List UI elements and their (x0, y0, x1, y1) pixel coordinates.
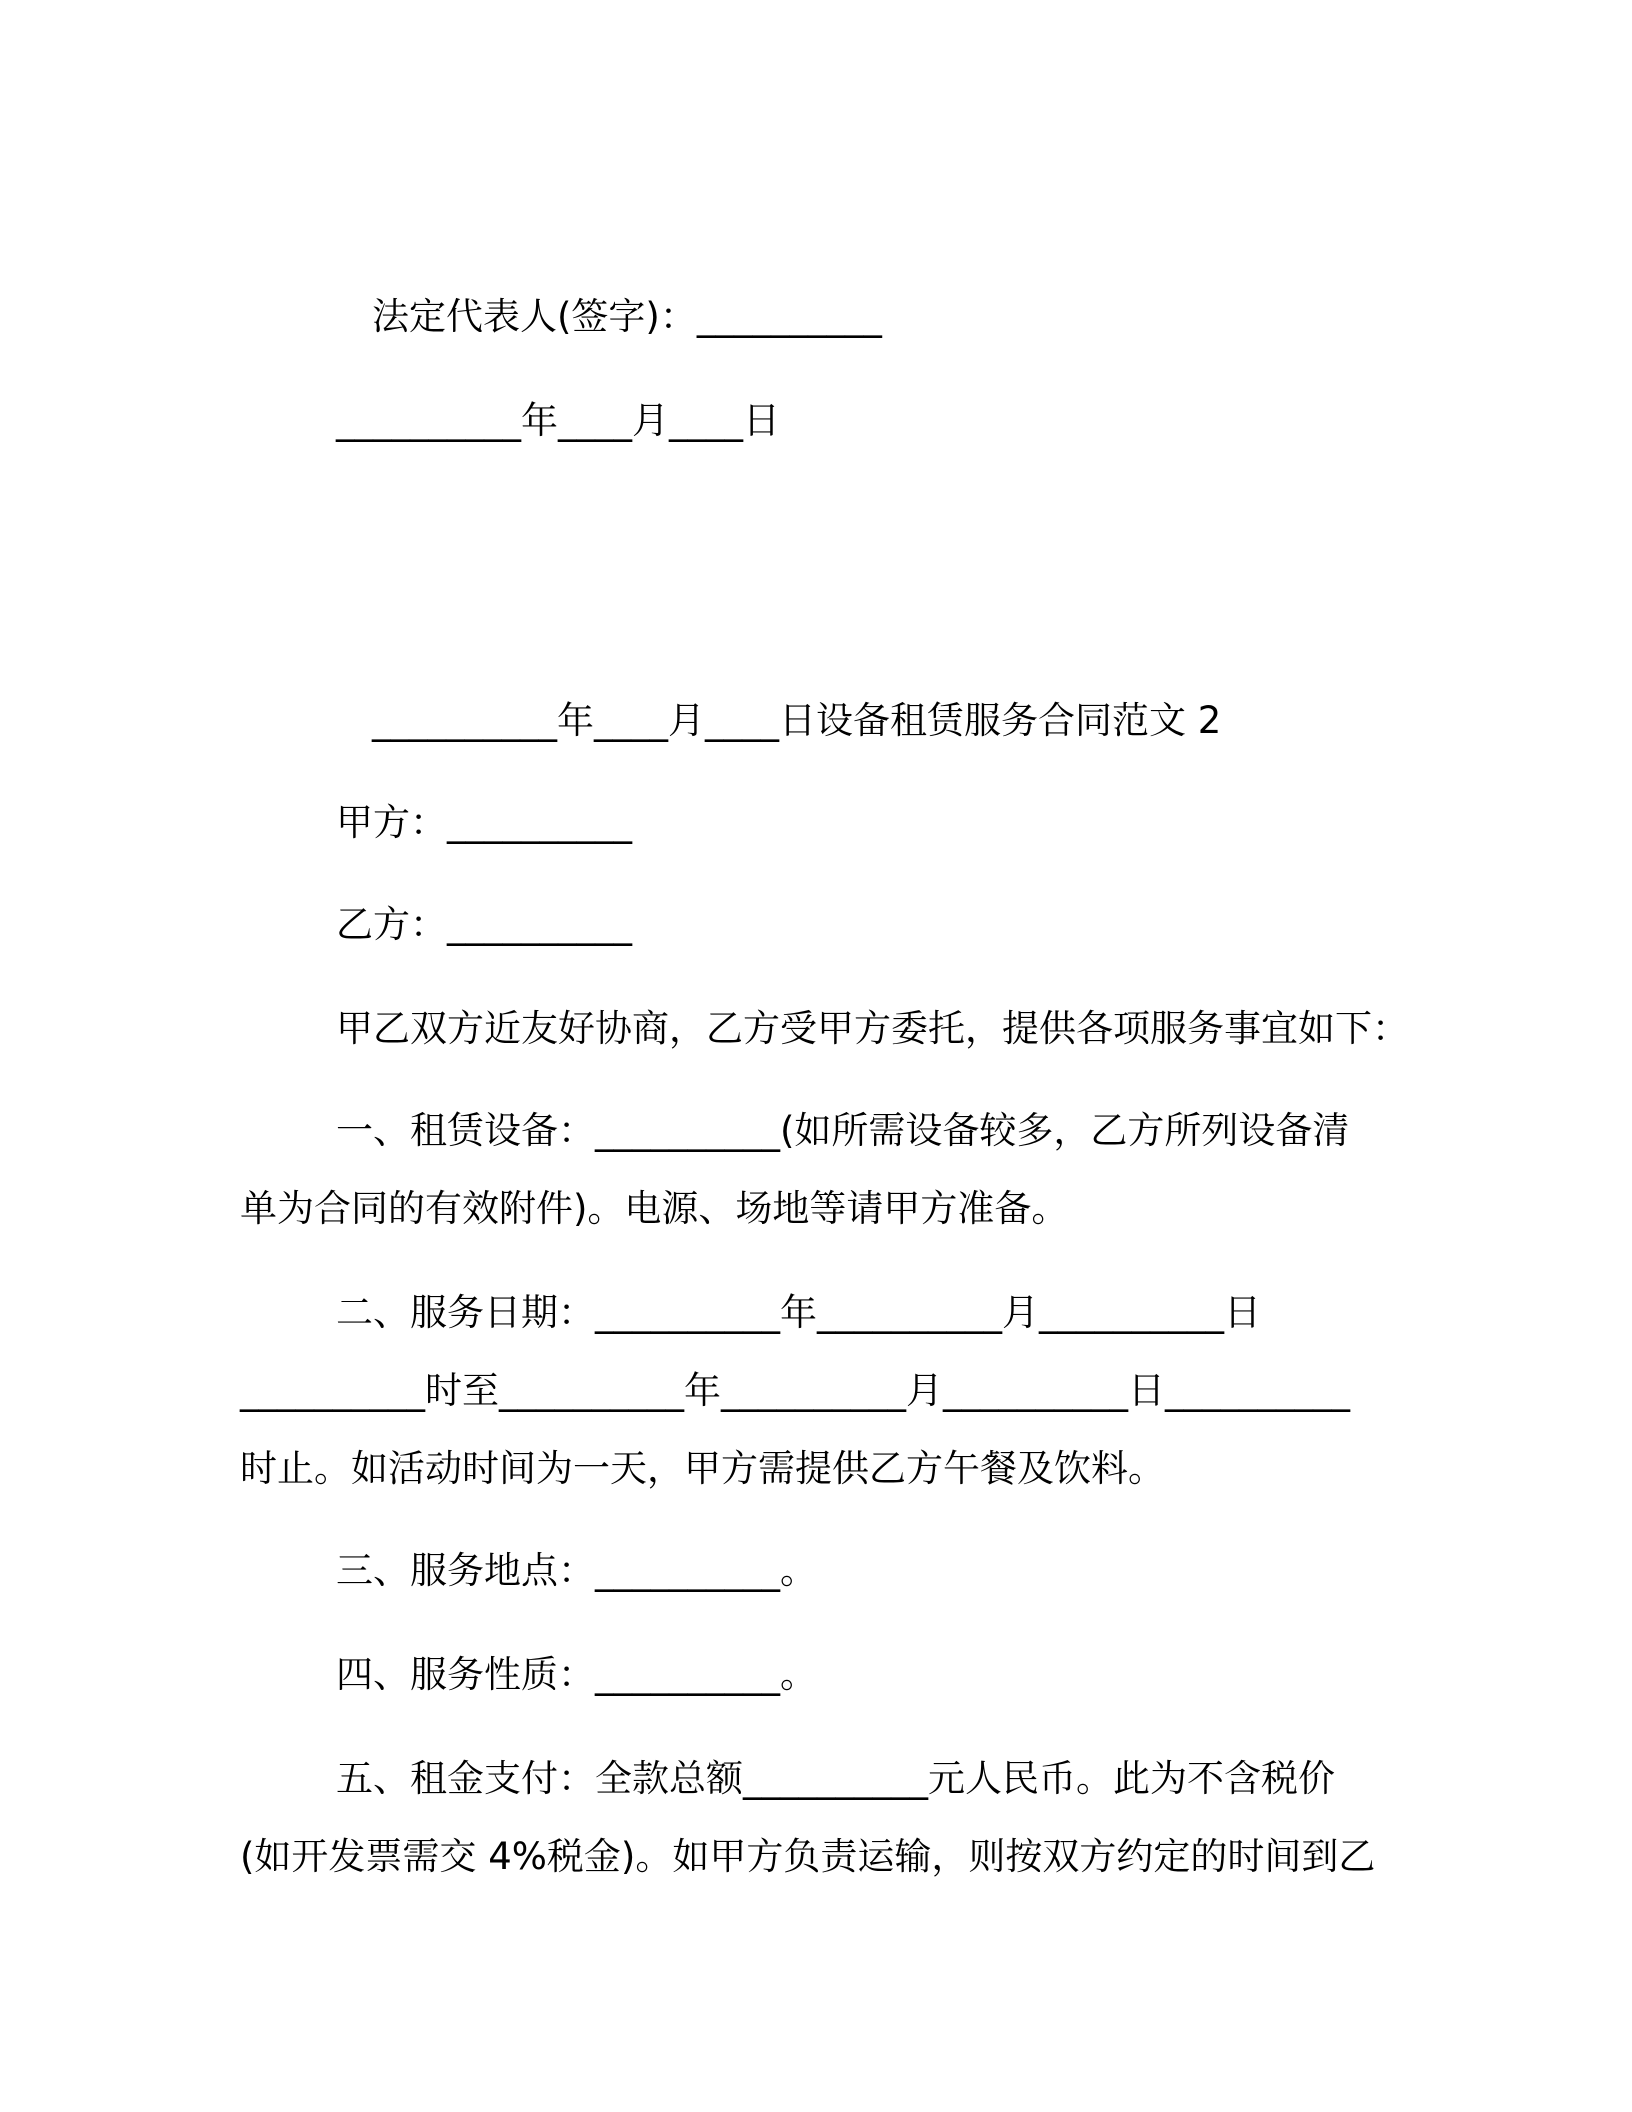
clause-3-line: 三、服务地点：__________。 (336, 1549, 817, 1592)
clause-4-line: 四、服务性质：__________。 (336, 1653, 817, 1696)
signature-line: 法定代表人(签字)：__________ (372, 295, 882, 338)
signature-date-line: __________年____月____日 (336, 399, 780, 442)
party-a-line: 甲方：__________ (336, 801, 632, 844)
clause-1-line-1: 一、租赁设备：__________(如所需设备较多，乙方所列设备清 (336, 1109, 1350, 1152)
party-b-line: 乙方：__________ (336, 903, 632, 946)
clause-2-line-3: 时止。如活动时间为一天，甲方需提供乙方午餐及饮料。 (240, 1447, 1165, 1490)
contract-title: __________年____月____日设备租赁服务合同范文 2 (372, 699, 1222, 742)
clause-2-line-1: 二、服务日期：__________年__________月__________日 (336, 1291, 1261, 1334)
intro-paragraph: 甲乙双方近友好协商，乙方受甲方委托，提供各项服务事宜如下： (336, 1007, 1409, 1050)
clause-2-line-2: __________时至__________年__________月__________日__________ (240, 1369, 1350, 1412)
clause-1-line-2: 单为合同的有效附件)。电源、场地等请甲方准备。 (240, 1187, 1069, 1230)
clause-5-line-2: (如开发票需交 4%税金)。如甲方负责运输，则按双方约定的时间到乙 (240, 1835, 1376, 1878)
clause-5-line-1: 五、租金支付：全款总额__________元人民币。此为不含税价 (336, 1757, 1335, 1800)
